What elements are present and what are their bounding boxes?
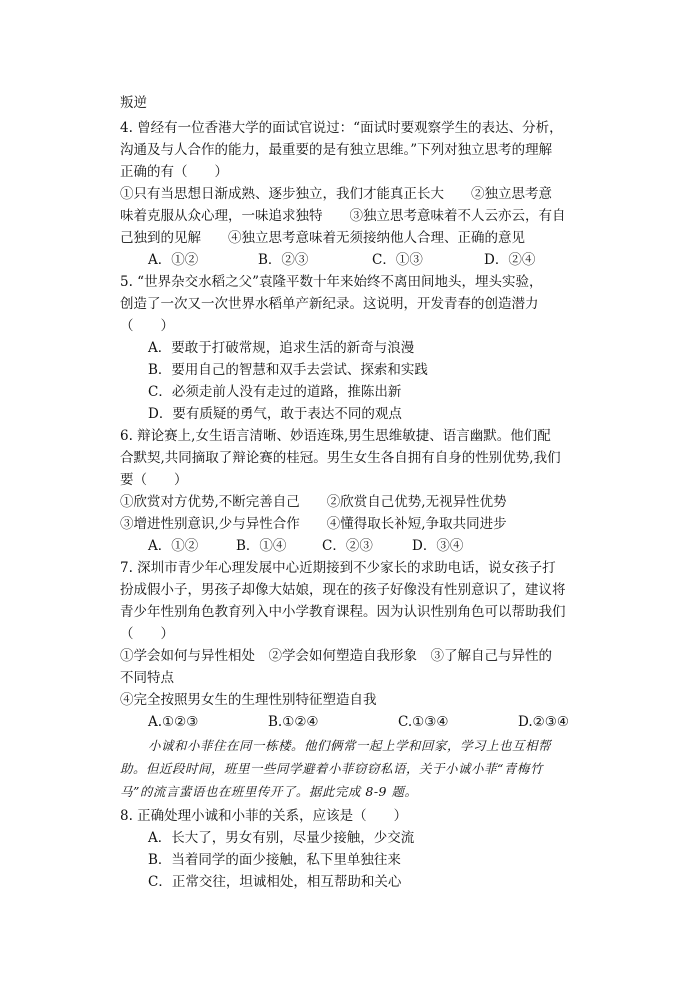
question-5-stem-line: 5. “世界杂交水稻之父”袁隆平数十年来始终不离田间地头，埋头实验， bbox=[120, 274, 543, 290]
question-7-stem-line: 青少年性别角色教育列入中小学教育课程。因为认识性别角色可以帮助我们 bbox=[120, 604, 566, 620]
question-7-stem-line: 7. 深圳市青少年心理发展中心近期接到不少家长的求助电话，说女孩子打 bbox=[120, 560, 556, 576]
question-8-option-a[interactable]: A．长大了，男女有别，尽量少接触，少交流 bbox=[148, 830, 415, 846]
question-7-option-b[interactable]: B.①②④ bbox=[268, 714, 319, 730]
question-8-option-c[interactable]: C．正常交往，坦诚相处，相互帮助和关心 bbox=[148, 874, 402, 890]
question-6-option-b[interactable]: B．①④ bbox=[236, 538, 287, 554]
question-6-stem-line: 6. 辩论赛上,女生语言清晰、妙语连珠,男生思维敏捷、语言幽默。他们配 bbox=[120, 428, 551, 444]
question-7-statement-line: 不同特点 bbox=[120, 670, 174, 686]
question-5-stem-line: （ ） bbox=[120, 318, 174, 334]
question-7-option-a[interactable]: A.①②③ bbox=[148, 714, 199, 730]
previous-question-tail: 叛逆 bbox=[120, 95, 147, 111]
question-4-statement-line: ①只有当思想日渐成熟、逐步独立，我们才能真正长大 ②独立思考意 bbox=[120, 186, 552, 202]
question-4-stem-line: 4. 曾经有一位香港大学的面试官说过：“面试时要观察学生的表达、分析， bbox=[120, 120, 563, 136]
question-4-statement-line: 味着克服从众心理，一味追求独特 ③独立思考意味着不人云亦云，有自 bbox=[120, 208, 566, 224]
question-7-stem-line: 扮成假小子，男孩子却像大姑娘，现在的孩子好像没有性别意识了，建议将 bbox=[120, 582, 566, 598]
question-6-option-a[interactable]: A．①② bbox=[148, 538, 199, 554]
question-5-option-a[interactable]: A．要敢于打破常规，追求生活的新奇与浪漫 bbox=[148, 340, 415, 356]
question-4-option-a[interactable]: A．①② bbox=[148, 252, 199, 268]
question-4-statement-line: 己独到的见解 ④独立思考意味着无须接纳他人合理、正确的意见 bbox=[120, 230, 525, 246]
question-5-option-d[interactable]: D．要有质疑的勇气，敢于表达不同的观点 bbox=[148, 406, 402, 422]
question-5-option-b[interactable]: B．要用自己的智慧和双手去尝试、探索和实践 bbox=[148, 362, 428, 378]
question-8-option-b[interactable]: B．当着同学的面少接触，私下里单独往来 bbox=[148, 852, 401, 868]
material-line: 小诚和小菲住在同一栋楼。他们俩常一起上学和回家，学习上也互相帮 bbox=[148, 738, 552, 753]
question-7-statement-line: ①学会如何与异性相处 ②学会如何塑造自我形象 ③了解自己与异性的 bbox=[120, 648, 552, 664]
question-6-stem-line: 要（ ） bbox=[120, 472, 188, 488]
question-4-option-d[interactable]: D．②④ bbox=[484, 252, 536, 268]
question-5-option-c[interactable]: C．必须走前人没有走过的道路，推陈出新 bbox=[148, 384, 402, 400]
question-7-stem-line: （ ） bbox=[120, 626, 174, 642]
question-8-stem-line: 8. 正确处理小诚和小菲的关系，应该是（ ） bbox=[120, 808, 408, 824]
question-6-statement-line: ③增进性别意识,少与异性合作 ④懂得取长补短,争取共同进步 bbox=[120, 516, 507, 532]
question-6-option-c[interactable]: C．②③ bbox=[322, 538, 373, 554]
question-5-stem-line: 创造了一次又一次世界水稻单产新纪录。这说明，开发青春的创造潜力 bbox=[120, 296, 539, 312]
question-4-option-c[interactable]: C．①③ bbox=[372, 252, 423, 268]
question-7-statement-line: ④完全按照男女生的生理性别特征塑造自我 bbox=[120, 692, 377, 708]
material-line: 马”的流言蜚语也在班里传开了。据此完成 8-9 题。 bbox=[120, 784, 418, 799]
question-6-statement-line: ①欣赏对方优势,不断完善自己 ②欣赏自己优势,无视异性优势 bbox=[120, 494, 507, 510]
question-4-stem-line: 正确的有（ ） bbox=[120, 164, 228, 180]
material-line: 助。但近段时间，班里一些同学避着小菲窃窃私语，关于小诚小菲“青梅竹 bbox=[120, 761, 543, 776]
question-6-stem-line: 合默契,共同摘取了辩论赛的桂冠。男生女生各自拥有自身的性别优势,我们 bbox=[120, 450, 561, 466]
question-7-option-d[interactable]: D.②③④ bbox=[518, 714, 569, 730]
question-7-option-c[interactable]: C.①③④ bbox=[398, 714, 449, 730]
question-4-option-b[interactable]: B．②③ bbox=[258, 252, 309, 268]
question-6-option-d[interactable]: D．③④ bbox=[412, 538, 464, 554]
question-4-stem-line: 沟通及与人合作的能力，最重要的是有独立思维。”下列对独立思考的理解 bbox=[120, 142, 553, 158]
